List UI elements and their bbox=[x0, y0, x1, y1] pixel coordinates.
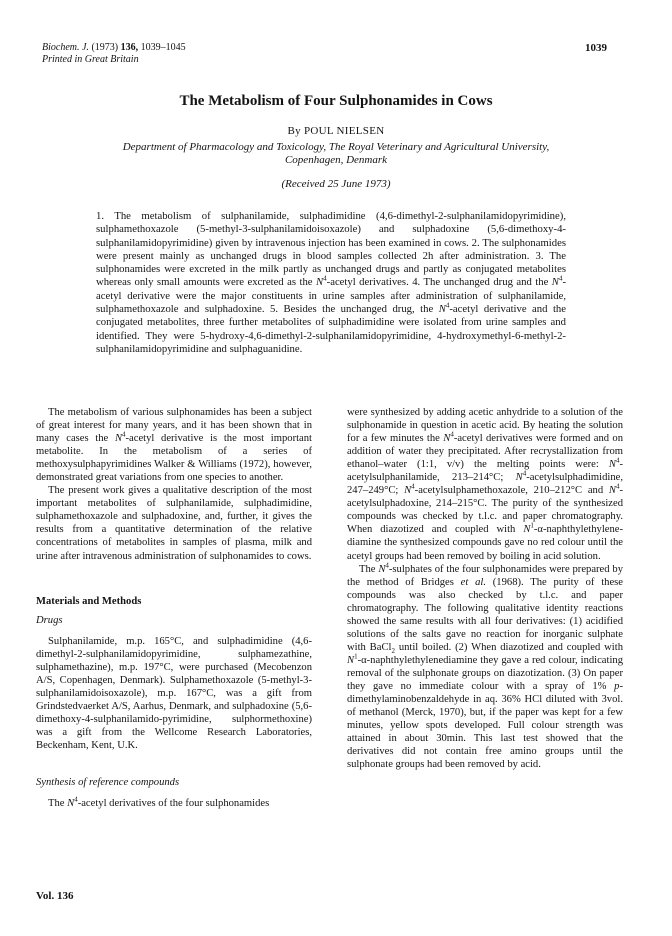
volume-footer: Vol. 136 bbox=[36, 890, 74, 902]
affiliation-line: Department of Pharmacology and Toxicology, The Royal Veterinary and Agricultural University, bbox=[122, 141, 550, 153]
intro-paragraph: The present work gives a qualitative description of the most important metabolites of sulphanilamide, sulphadimidine, sulphamethoxazole and sulphadoxine, and, further, it gives the results from a quantitative determination of the relative concentrations of metabolites in samples of plasma, milk and urine after intravenous administration of sulphonamides to cows. bbox=[36, 485, 312, 562]
affiliation bbox=[60, 141, 612, 167]
article-title: The Metabolism of Four Sulphonamides in Cows bbox=[179, 93, 493, 109]
running-header bbox=[42, 42, 186, 66]
received-date: (Received 25 June 1973) bbox=[281, 178, 391, 190]
affiliation-line: Copenhagen, Denmark bbox=[284, 154, 388, 166]
section-heading: Materials and Methods bbox=[36, 595, 142, 607]
subsection-heading: Synthesis of reference compounds bbox=[36, 777, 180, 789]
body-paragraph: The $N^4$-acetyl derivatives of the four sulphonamides bbox=[48, 795, 270, 810]
body-paragraph: Sulphanilamide, m.p. 165°C, and sulphadimidine (4,6-dimethyl-2-sulphanilamidopyrimidine, sulphamezathine, sulphamethazine), m.p. 197°C, were purchased (Mecobenzon A/S, Copenhagen, Denmark). Sulphamethoxazole (5-methyl-3-sulphanilamidoisoxazole), m.p. 167°C, was a gift from Grindstedvaerket A/S, Aarhus, Denmark, and sulphadoxine (5,6-dimethoxy-4-sulphanilamido-pyrimidine, sulphormethoxine) was a gift from the Wellcome Research Laboratories, Beckenham, Kent, U.K. bbox=[36, 635, 312, 752]
page-number: 1039 bbox=[585, 42, 607, 54]
intro-paragraph: The metabolism of various sulphonamides has been a subject of great interest for many years, and it has been shown that in many cases the $N^4$-acetyl derivative is the most important metabolite. In the metabolism of a series of methoxysulphapyrimidines Walker & Williams (1972), however, demonstrated great variations from one species to another. bbox=[36, 407, 312, 484]
left-column bbox=[36, 406, 312, 810]
body-paragraph: The $N^4$-sulphates of the four sulphonamides were prepared by the method of Bridges et al. (1968). The purity of these compounds was also checked by t.l.c. and paper chromatography. The following qualitative identity reactions showed the same results with all four derivatives: (1) acidified solutions of the salts gave no reaction for inorganic sulphate with BaCl$_2$ until boiled. (2) When diazotized and coupled with $N^1-\alpha$-naphthylethylenediamine they gave a red colour, indicating removal of the sulphonate groups on diazotization. (3) On paper they gave no immediate colour with a spray of 1% p-dimethylaminobenzaldehyde in aq. 36% HCl diluted with 3vol. of methanol (Merck, 1970), but, if the paper was kept for a few minutes, yellow spots developed. Full colour strength was attained in about 30min. This last test showed that the derivatives did not contain free amino groups until the sulphonate groups had been removed by acid. bbox=[347, 561, 623, 771]
subsection-heading: Drugs bbox=[36, 614, 63, 626]
right-column bbox=[347, 406, 623, 771]
journal-volume: 136, bbox=[120, 42, 139, 53]
printed-note: Printed in Great Britain bbox=[42, 54, 139, 65]
citation-line bbox=[42, 42, 186, 54]
article-author: By POUL NIELSEN bbox=[287, 125, 385, 137]
body-paragraph: were synthesized by adding acetic anhydride to a solution of the sulphonamide in question in acetic acid. By heating the solution for a few minutes the $N^4$-acetyl derivatives were formed and on addition of water they precipitated. After recrystallization from ethanol–water (1:1, v/v) the melting points were: $N^4$-acetylsulphanilamide, 213–214°C; $N^4$-acetylsulphadimidine, 247–249°C; $N^4$-acetylsulphamethoxazole, 210–212°C and $N^4$-acetylsulphadoxine, 214–215°C. The purity of the synthesized compounds was checked by t.l.c. and paper chromatography. When diazotized and coupled with $N^1-\alpha$-naphthylethylenediamine the synthesized compounds gave no red colour until the acetyl groups had been removed by boiling in acid solution. bbox=[347, 407, 623, 562]
journal-name: Biochem. J. bbox=[42, 42, 89, 53]
journal-pages: 1039–1045 bbox=[140, 42, 186, 53]
journal-year: (1973) bbox=[91, 42, 119, 53]
abstract: 1. The metabolism of sulphanilamide, sulphadimidine (4,6-dimethyl-2-sulphanilamidopyrimidine), sulphamethoxazole (5-methyl-3-sulphanilamidoisoxazole) and sulphadoxine (5,6-dimethoxy-4-sulphanilamidopyrimidine) given by intravenous injection has been examined in cows. 2. The sulphonamides were present mainly as unchanged drugs in blood samples collected 2h after administration. 3. The sulphonamides were excreted in the milk partly as unchanged drugs and partly as conjugated metabolites whereas only small amounts were excreted as the $N^4$-acetyl derivatives. 4. The unchanged drug and the $N^4$-acetyl derivative were the major constituents in urine samples after administration of sulphanilamide, sulphamethoxazole and sulphadoxine. 5. Besides the unchanged drug, the $N^4$-acetyl derivative and the conjugated metabolites, three further metabolites of sulphadimidine were isolated from urine samples and identified. They were 5-hydroxy-4,6-dimethyl-2-sulphanilamidopyrimidine, 4-hydroxymethyl-6-methyl-2-sulphanilamidopyrimidine and sulphaguanidine. bbox=[96, 210, 567, 355]
